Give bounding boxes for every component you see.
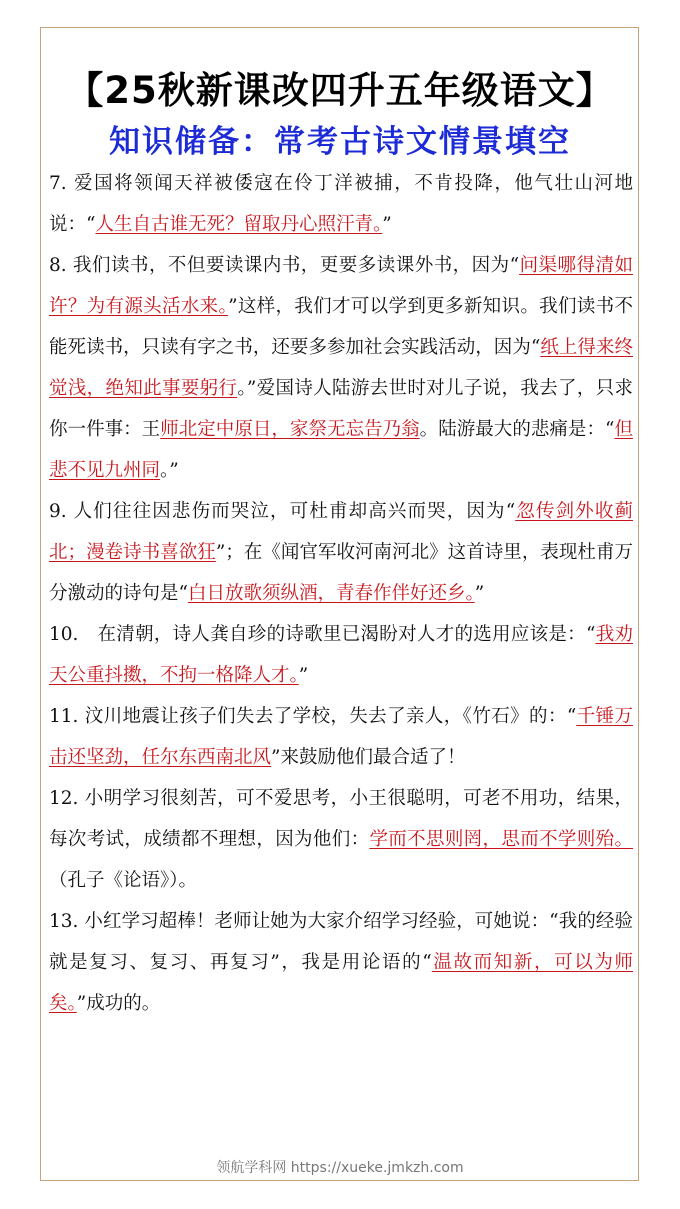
question-list <box>49 163 633 1024</box>
answer: 但悲不见九州同 <box>49 419 633 481</box>
question-13: 13. 小红学习超棒！老师让她为大家介绍学习经验，可她说：“我的经验就是复习、复习、再复习”，我是用论语的“温故而知新，可以为师矣。”成功的。 <box>49 911 633 1014</box>
answer: 忽传剑外收蓟北；漫卷诗书喜欲狂 <box>49 501 633 563</box>
answer: 学而不思则罔，思而不学则殆。 <box>369 829 633 850</box>
answer: 师北定中原日，家祭无忘告乃翁 <box>160 419 420 440</box>
answer: 白日放歌须纵酒，青春作伴好还乡。 <box>187 583 475 604</box>
answer: 纸上得来终觉浅，绝知此事要躬行 <box>49 337 633 399</box>
answer: 人生自古谁无死？留取丹心照汗青。 <box>95 214 383 235</box>
page-subtitle: 知识储备：常考古诗文情景填空 <box>109 124 571 160</box>
answer: 问渠哪得清如许？为有源头活水来。 <box>49 255 633 317</box>
question-9: 9. 人们往往因悲伤而哭泣，可杜甫却高兴而哭，因为“忽传剑外收蓟北；漫卷诗书喜欲狂”；在《闻官军收河南河北》这首诗里，表现杜甫万分激动的诗句是“白日放歌须纵酒，青春作伴好还乡。” <box>49 501 633 604</box>
footer-watermark: 领航学科网 https://xueke.jmkzh.com <box>216 1160 464 1176</box>
question-8: 8. 我们读书，不但要读课内书，更要多读课外书，因为“问渠哪得清如许？为有源头活水来。”这样，我们才可以学到更多新知识。我们读书不能死读书，只读有字之书，还要多参加社会实践活动，因为“纸上得来终觉浅，绝知此事要躬行。”爱国诗人陆游去世时对儿子说，我去了，只求你一件事：王师北定中原日，家祭无忘告乃翁。陆游最大的悲痛是：“但悲不见九州同。” <box>49 255 633 481</box>
answer: 我劝天公重抖擞，不拘一格降人才。 <box>49 624 633 686</box>
answer: 温故而知新，可以为师矣。 <box>49 952 633 1014</box>
question-11: 11. 汶川地震让孩子们失去了学校，失去了亲人，《竹石》的：“千锤万击还坚劲，任尔东西南北风”来鼓励他们最合适了！ <box>49 706 633 768</box>
question-7: 7. 爱国将领闻天祥被倭寇在伶丁洋被捕，不肯投降，他气壮山河地说：“人生自古谁无死？留取丹心照汗青。” <box>49 173 633 235</box>
question-12: 12. 小明学习很刻苦，可不爱思考，小王很聪明，可老不用功，结果，每次考试，成绩都不理想，因为他们：学而不思则罔，思而不学则殆。（孔子《论语》）。 <box>49 788 633 891</box>
page-title: 【25秋新课改四升五年级语文】 <box>66 69 614 112</box>
question-10: 10. 在清朝，诗人龚自珍的诗歌里已渴盼对人才的选用应该是：“我劝天公重抖擞，不拘一格降人才。” <box>49 624 633 686</box>
answer: 千锤万击还坚劲，任尔东西南北风 <box>49 706 633 768</box>
